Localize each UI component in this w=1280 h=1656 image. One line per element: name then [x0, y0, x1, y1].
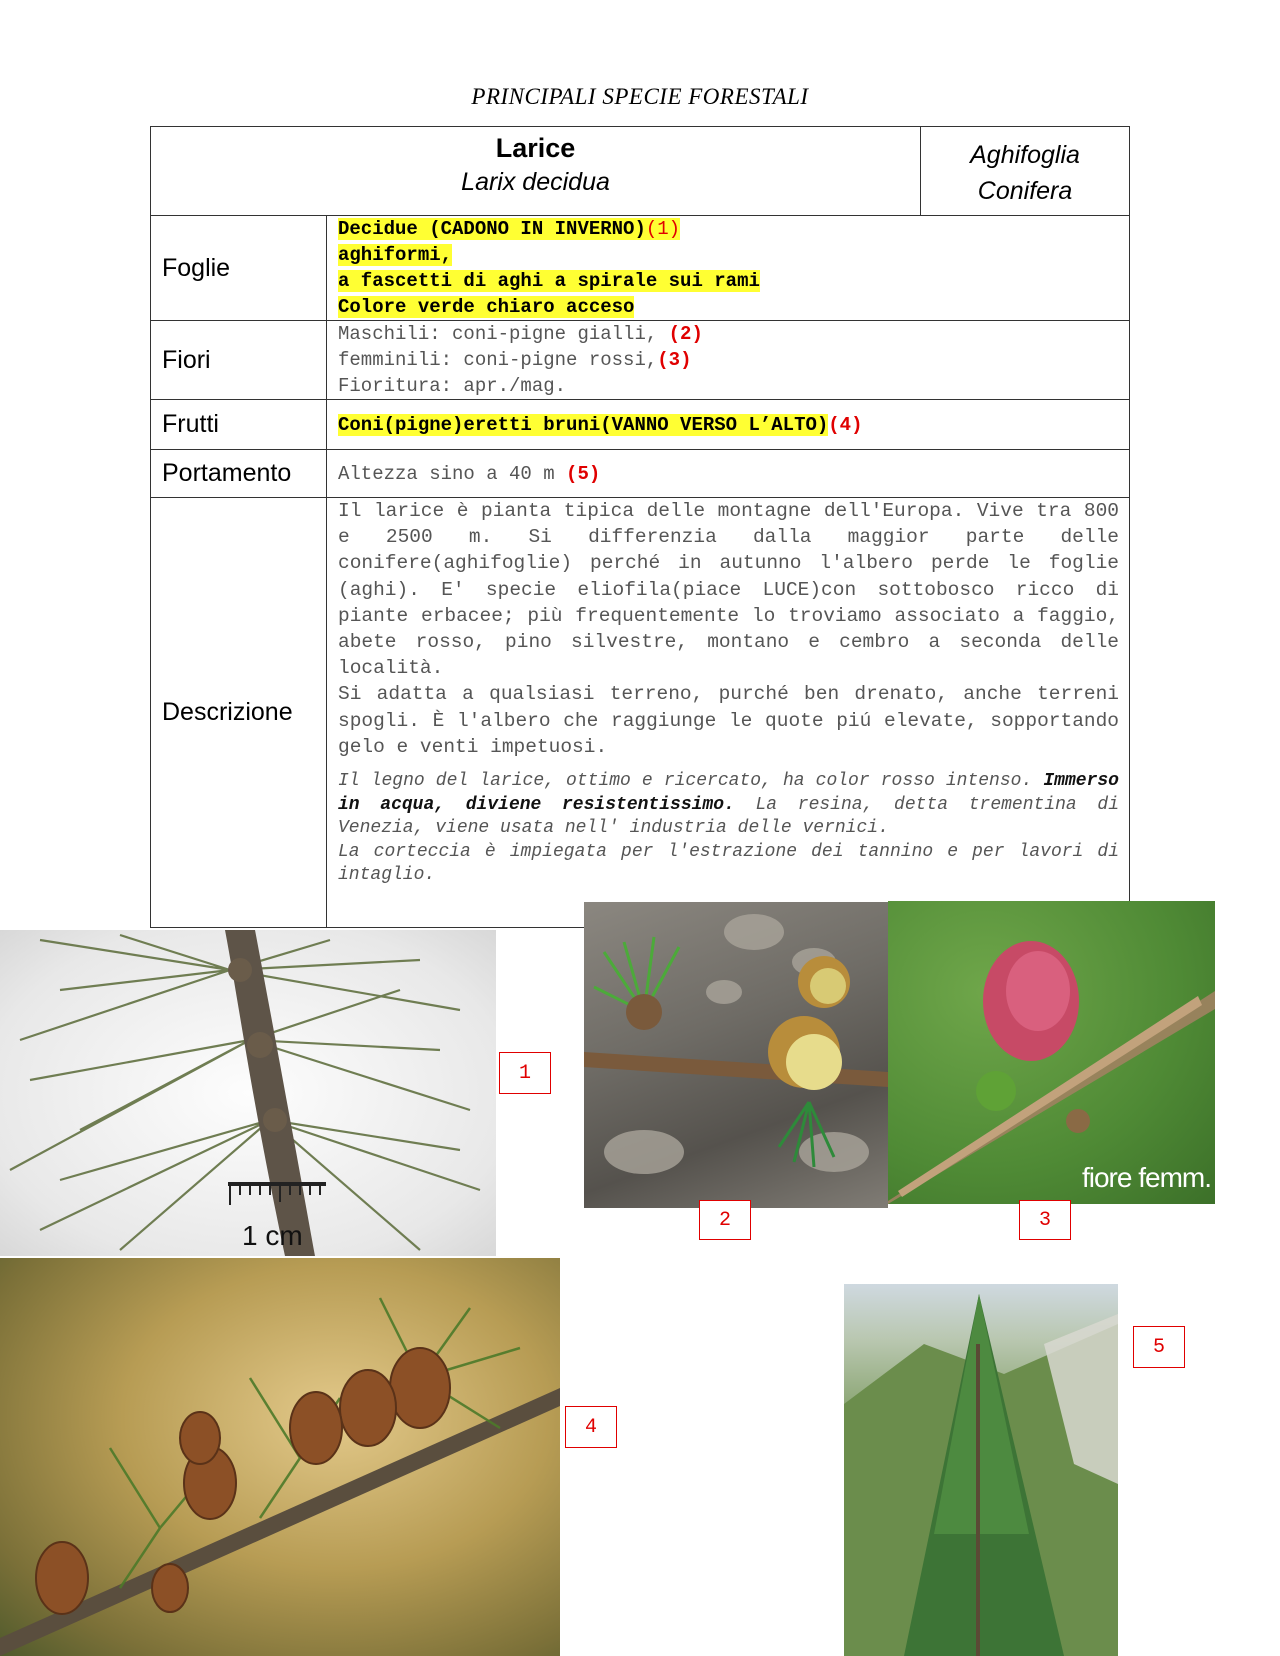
species-table [150, 126, 1130, 928]
row-label-portamento: Portamento [151, 450, 327, 498]
row-label-frutti: Frutti [151, 400, 327, 450]
portamento-ref: (5) [566, 462, 601, 485]
photo-needles [0, 930, 496, 1256]
reference-box-3: 3 [1019, 1200, 1071, 1240]
foglie-line-1: Decidue (CADONO IN INVERNO) [338, 218, 646, 240]
frutti-content [327, 400, 1130, 450]
descrizione-paragraph-1: Il larice è pianta tipica delle montagne dell'Europa. Vive tra 800 e 2500 m. Si differenzia dalla maggior parte delle conifere(aghifoglie) perché in autunno l'albero perde le foglie (aghi). E' specie eliofila(piace LUCE)con sottobosco ricco di piante erbacee; più frequentemente lo troviamo associato a faggio, abete rosso, pino silvestre, montano e cembro a seconda delle località. [338, 500, 1119, 680]
foglie-content [327, 216, 1130, 321]
foglie-line-2: aghiformi, [338, 244, 453, 266]
category-2: Conifera [977, 177, 1073, 205]
row-label-foglie: Foglie [151, 216, 327, 321]
species-header [151, 127, 921, 216]
reference-box-5: 5 [1133, 1326, 1185, 1368]
category-1: Aghifoglia [970, 141, 1080, 169]
resina-text: La resina, detta trementina di Venezia, viene usata nell' industria delle vernici. [338, 794, 1119, 839]
descrizione-content [327, 498, 1130, 928]
species-name: Larice [495, 133, 576, 163]
frutti-text: Coni(pigne)eretti bruni(VANNO VERSO L’ALTO) [338, 413, 829, 436]
photo-female-flower [888, 901, 1215, 1204]
foglie-line-3: a fascetti di aghi a spirale sui rami [338, 270, 760, 292]
descrizione-paragraph-2: Si adatta a qualsiasi terreno, purché ben drenato, anche terreni spogli. È l'albero che raggiunge le quote piú elevate, sopportando gelo e venti impetuosi. [338, 683, 1119, 758]
scale-label: 1 cm [242, 1220, 303, 1251]
photo-male-flowers [584, 902, 888, 1208]
descrizione-italic-block [338, 770, 1119, 888]
latin-name: Larix decidua [461, 168, 610, 196]
photo-cones [0, 1258, 560, 1656]
reference-box-1: 1 [499, 1052, 551, 1094]
reference-box-2: 2 [699, 1200, 751, 1240]
fiori-content [327, 321, 1130, 400]
reference-box-4: 4 [565, 1406, 617, 1448]
fiori-ref-3: (3) [657, 349, 692, 371]
portamento-content [327, 450, 1130, 498]
page-title: PRINCIPALI SPECIE FORESTALI [471, 84, 809, 109]
legno-bold-text: Immerso in acqua, diviene resistentissimo. [338, 771, 1119, 815]
fiori-ref-2: (2) [668, 323, 703, 345]
fiori-line-1: Maschili: coni-pigne gialli, [338, 323, 669, 345]
category-cell [921, 127, 1130, 216]
female-caption: fiore femm. [1081, 1162, 1211, 1193]
corteccia-text: La corteccia è impiegata per l'estrazione dei tannino e per lavori di intaglio. [338, 841, 1119, 886]
foglie-ref: (1) [645, 218, 681, 240]
row-label-descrizione: Descrizione [151, 498, 327, 928]
legno-text: Il legno del larice, ottimo e ricercato, ha color rosso intenso. [338, 771, 1044, 792]
foglie-line-4: Colore verde chiaro acceso [338, 296, 635, 318]
photo-tree [844, 1284, 1118, 1656]
row-label-fiori: Fiori [151, 321, 327, 400]
fiori-line-2: femminili: coni-pigne rossi, [338, 349, 658, 371]
fiori-line-3: Fioritura: apr./mag. [338, 375, 567, 397]
frutti-ref: (4) [828, 413, 863, 436]
portamento-text: Altezza sino a 40 m [338, 462, 567, 485]
